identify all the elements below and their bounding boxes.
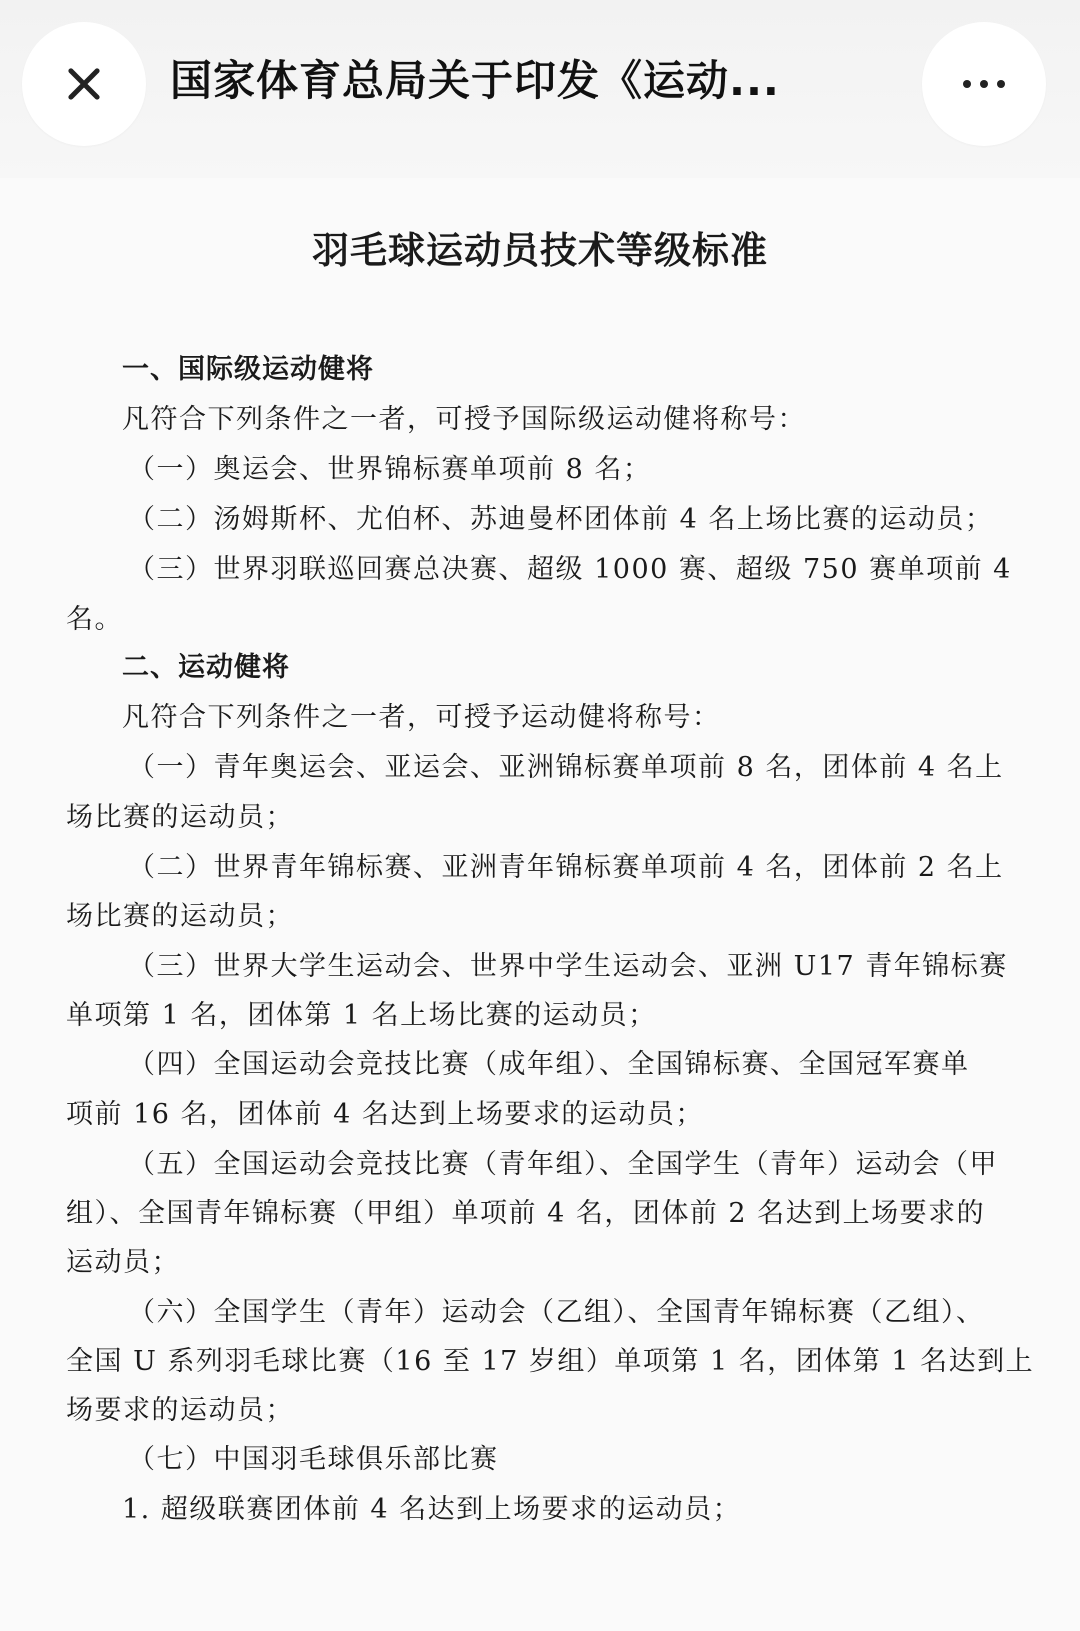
section-heading: 一、国际级运动健将 bbox=[122, 354, 374, 385]
paragraph-line: （三）世界大学生运动会、世界中学生运动会、亚洲 U17 青年锦标赛 bbox=[128, 951, 1008, 982]
top-bar bbox=[0, 0, 1080, 178]
paragraph-line: （一）奥运会、世界锦标赛单项前 8 名； bbox=[128, 454, 652, 485]
paragraph-line: （七）中国羽毛球俱乐部比赛 bbox=[128, 1444, 499, 1475]
paragraph-line: 场比赛的运动员； bbox=[66, 901, 294, 932]
paragraph-line: 全国 U 系列羽毛球比赛（16 至 17 岁组）单项第 1 名，团体第 1 名达到上 bbox=[66, 1346, 1035, 1377]
paragraph-line: （三）世界羽联巡回赛总决赛、超级 1000 赛、超级 750 赛单项前 4 bbox=[128, 554, 1012, 585]
more-icon bbox=[963, 80, 1005, 88]
paragraph-line: （二）世界青年锦标赛、亚洲青年锦标赛单项前 4 名，团体前 2 名上 bbox=[128, 852, 1004, 883]
paragraph-line: 场要求的运动员； bbox=[66, 1395, 294, 1426]
paragraph-line: （六）全国学生（青年）运动会（乙组）、全国青年锦标赛（乙组）、 bbox=[128, 1297, 985, 1328]
paragraph-line: （一）青年奥运会、亚运会、亚洲锦标赛单项前 8 名，团体前 4 名上 bbox=[128, 752, 1004, 783]
paragraph-line: （五）全国运动会竞技比赛（青年组）、全国学生（青年）运动会（甲 bbox=[128, 1149, 998, 1180]
paragraph-line: 组）、全国青年锦标赛（甲组）单项前 4 名，团体前 2 名达到上场要求的 bbox=[66, 1198, 986, 1229]
paragraph-line: 凡符合下列条件之一者，可授予国际级运动健将称号： bbox=[122, 404, 806, 435]
paragraph-line: （四）全国运动会竞技比赛（成年组）、全国锦标赛、全国冠军赛单 bbox=[128, 1049, 970, 1080]
paragraph-line: 1. 超级联赛团体前 4 名达到上场要求的运动员； bbox=[122, 1494, 742, 1525]
paragraph-line: 场比赛的运动员； bbox=[66, 802, 294, 833]
paragraph-line: 项前 16 名，团体前 4 名达到上场要求的运动员； bbox=[66, 1099, 704, 1130]
close-button[interactable] bbox=[22, 22, 146, 146]
close-icon bbox=[67, 67, 101, 101]
more-options-button[interactable] bbox=[922, 22, 1046, 146]
section-heading: 二、运动健将 bbox=[122, 652, 290, 683]
document-title: 羽毛球运动员技术等级标准 bbox=[312, 228, 768, 272]
paragraph-line: （二）汤姆斯杯、尤伯杯、苏迪曼杯团体前 4 名上场比赛的运动员； bbox=[128, 504, 994, 535]
paragraph-line: 凡符合下列条件之一者，可授予运动健将称号： bbox=[122, 702, 721, 733]
paragraph-line: 名。 bbox=[66, 604, 123, 635]
paragraph-line: 单项第 1 名，团体第 1 名上场比赛的运动员； bbox=[66, 1000, 657, 1031]
page-title: 国家体育总局关于印发《运动... bbox=[170, 56, 780, 105]
document-body bbox=[0, 178, 1080, 1631]
paragraph-line: 运动员； bbox=[66, 1247, 180, 1278]
